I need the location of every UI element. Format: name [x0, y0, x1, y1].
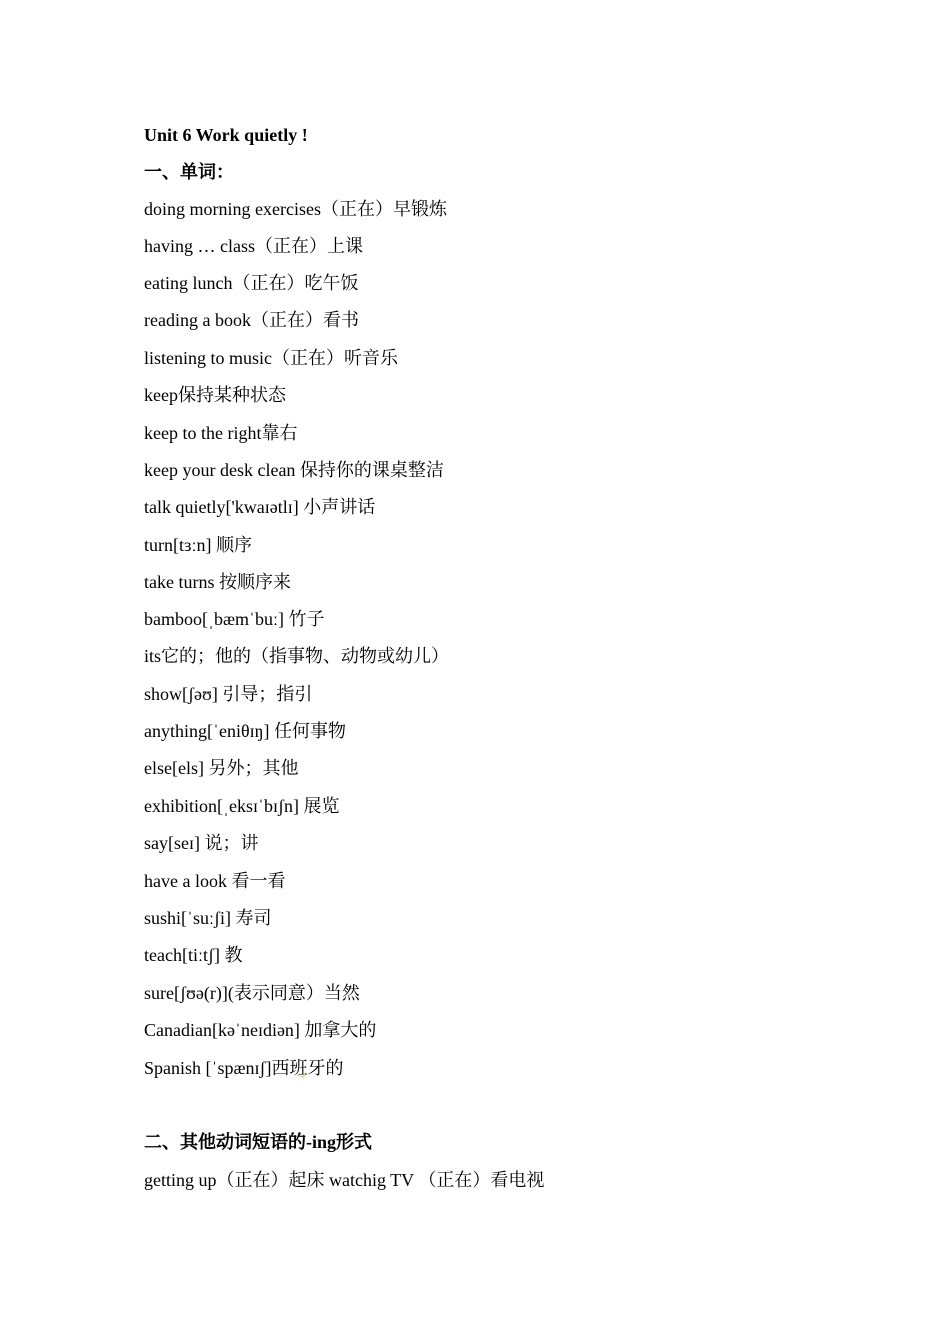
vocab-line-9: talk quietly['kwaɪətlɪ] 小声讲话 [144, 497, 376, 517]
vocab-line-7: keep to the right靠右 [144, 423, 298, 443]
vocab-line-8: keep your desk clean 保持你的课桌整洁 [144, 460, 444, 480]
vocab-line-2: having … class（正在）上课 [144, 236, 363, 256]
vocab-line-16: else[els] 另外；其他 [144, 758, 299, 778]
vocab-line-18: say[seɪ] 说；讲 [144, 833, 259, 853]
section-heading-vocabulary: 一、单词： [144, 162, 234, 182]
vocab-line-12: bamboo[ˌbæmˈbuː] 竹子 [144, 609, 325, 629]
vocab-line-14: show[ʃəʊ] 引导；指引 [144, 684, 313, 704]
vocab-line-23: Canadian[kəˈneɪdiən] 加拿大的 [144, 1020, 377, 1040]
vocab-line-1: doing morning exercises（正在）早锻炼 [144, 199, 447, 219]
vocab-line-17: exhibition[ˌeksɪˈbɪʃn] 展览 [144, 796, 340, 816]
vocab-line-15: anything[ˈeniθɪŋ] 任何事物 [144, 721, 346, 741]
vocab-line-20: sushi[ˈsuːʃi] 寿司 [144, 908, 272, 928]
section-heading-ing-forms: 二、其他动词短语的-ing形式 [144, 1132, 373, 1152]
vocab-line-5: listening to music（正在）听音乐 [144, 348, 398, 368]
vocab-line-3: eating lunch（正在）吃午饭 [144, 273, 359, 293]
vocab-line-10: turn[tɜːn] 顺序 [144, 535, 253, 555]
vocab-line-21: teach[tiːtʃ] 教 [144, 945, 243, 965]
vocab-line-13: its它的；他的（指事物、动物或幼儿） [144, 646, 450, 666]
vocab-line-11: take turns 按顺序来 [144, 572, 291, 592]
vocab-line-22: sure[ʃʊə(r)](表示同意）当然 [144, 983, 360, 1003]
vocab-line-24: Spanish [ˈspænɪʃ]西班牙的 [144, 1058, 344, 1078]
ing-forms-line-1: getting up（正在）起床 watchig TV （正在）看电视 [144, 1170, 545, 1190]
document-title: Unit 6 Work quietly ! [144, 125, 308, 145]
vocab-line-6: keep保持某种状态 [144, 385, 286, 405]
vocab-line-19: have a look 看一看 [144, 871, 286, 891]
vocab-line-4: reading a book（正在）看书 [144, 310, 359, 330]
